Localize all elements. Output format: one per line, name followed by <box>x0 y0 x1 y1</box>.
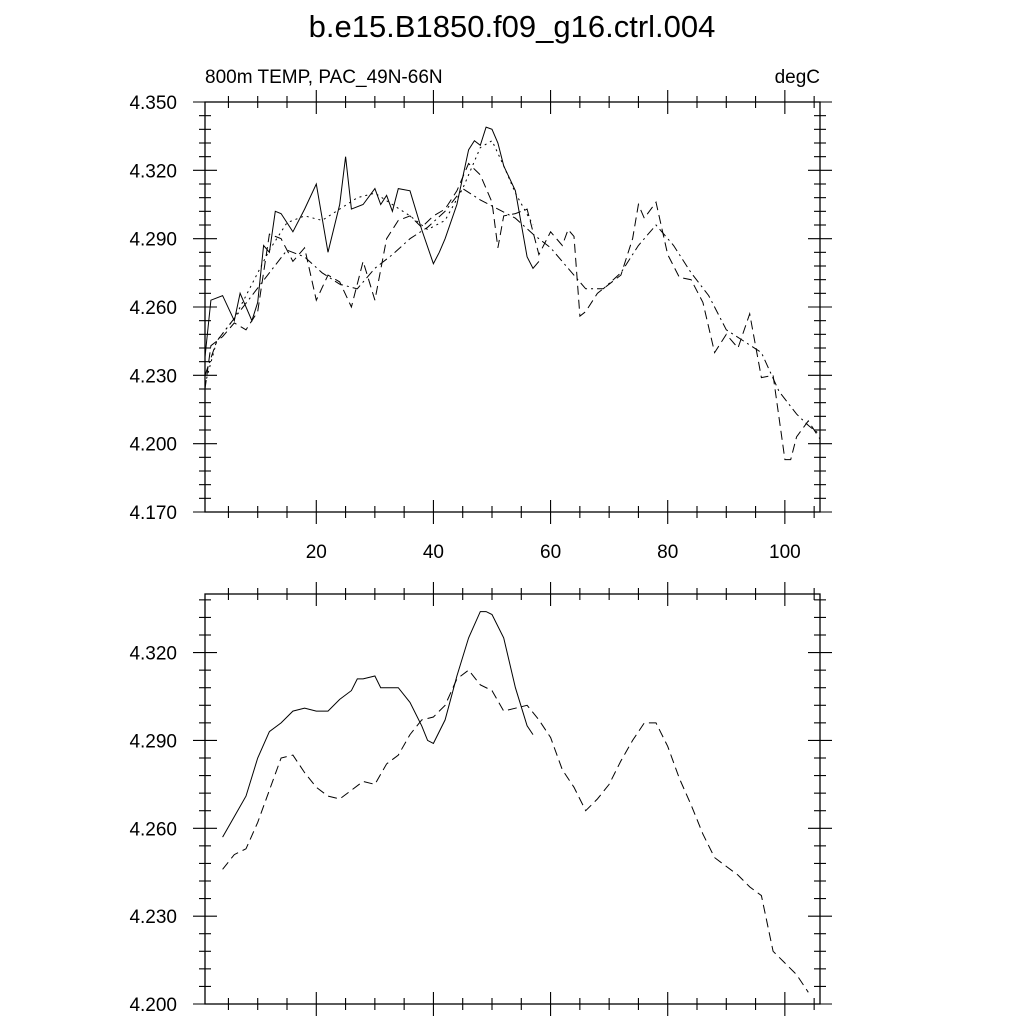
bottom-ytick-label: 4.320 <box>129 643 177 665</box>
top-plot-frame <box>205 102 820 512</box>
top-xtick-label: 20 <box>305 542 327 563</box>
top-series-solid-0 <box>205 127 539 357</box>
top-ytick-label: 4.350 <box>129 93 177 114</box>
top-ytick-label: 4.260 <box>129 298 177 319</box>
bottom-ytick-label: 4.290 <box>129 731 177 753</box>
top-series-dashdot-3 <box>205 189 820 435</box>
bottom-plot-frame <box>205 594 820 1004</box>
bottom-ytick-label: 4.230 <box>129 907 177 929</box>
figure-title: b.e15.B1850.f09_g16.ctrl.004 <box>308 9 716 44</box>
top-ytick-label: 4.200 <box>129 434 177 456</box>
top-xtick-label: 80 <box>657 542 679 563</box>
top-ytick-label: 4.170 <box>129 503 177 524</box>
top-xtick-label: 100 <box>769 542 801 563</box>
top-ytick-label: 4.230 <box>129 366 177 388</box>
top-series-dot-2 <box>205 141 533 385</box>
bottom-ytick-label: 4.200 <box>129 995 177 1016</box>
bottom-series-dash-1 <box>223 670 809 992</box>
top-xtick-label: 40 <box>422 542 444 563</box>
bottom-ytick-label: 4.260 <box>129 819 177 841</box>
top-left-label: 800m TEMP, PAC_49N-66N <box>205 67 443 88</box>
top-series-dash-1 <box>205 164 820 460</box>
top-ytick-label: 4.320 <box>129 161 177 183</box>
bottom-series-solid-0 <box>223 612 533 838</box>
top-xtick-label: 60 <box>540 542 562 563</box>
top-unit-label: degC <box>774 67 820 88</box>
top-ytick-label: 4.290 <box>129 229 177 251</box>
